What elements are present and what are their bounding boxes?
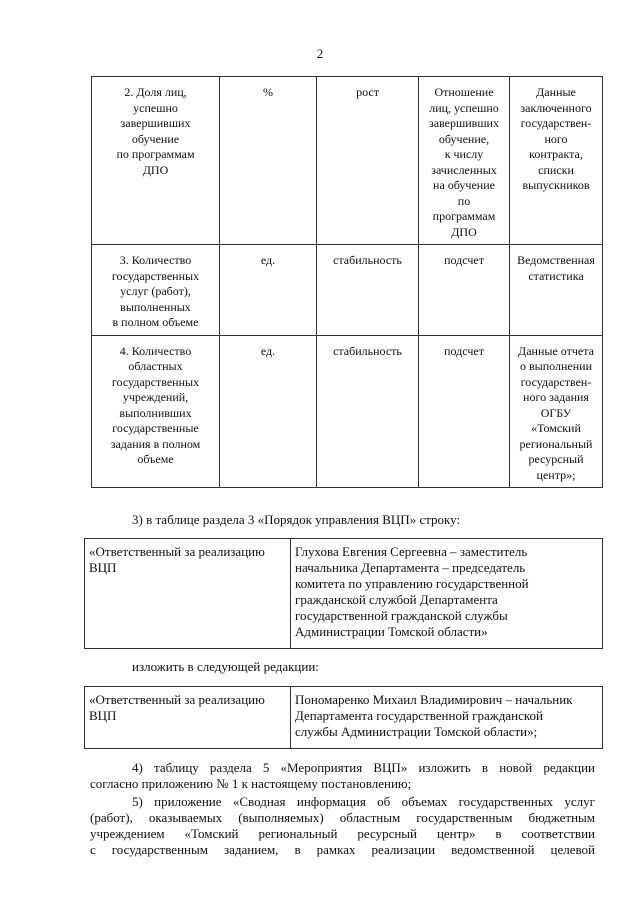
new-responsible-table xyxy=(84,686,603,749)
cell-line: списки xyxy=(538,162,574,177)
cell-line: Данные отчета xyxy=(518,343,594,358)
cell-line: государствен- xyxy=(520,116,592,130)
cell-line: 2. Доля лиц, xyxy=(124,85,187,99)
cell-line: ДПО xyxy=(451,224,477,239)
paragraph-line: согласно приложению № 1 к настоящему постановлению; xyxy=(90,776,412,791)
paragraph-line: учреждением «Томский региональный ресурсный центр» в соответствии xyxy=(90,826,595,841)
table-row xyxy=(85,687,603,749)
cell-line: о выполнении xyxy=(520,359,592,373)
new-label-cell xyxy=(85,687,291,749)
table-row xyxy=(92,335,603,488)
indicators-table xyxy=(91,76,603,488)
value-line: государственной гражданской службы xyxy=(295,608,508,623)
cell-line: Ведомственная xyxy=(517,253,595,267)
paragraph-edit: изложить в следующей редакции: xyxy=(132,659,319,674)
table-row xyxy=(92,245,603,336)
cell-method xyxy=(419,77,510,245)
cell-line: ресурсный xyxy=(528,452,584,466)
cell-line: завершивших xyxy=(120,116,191,130)
cell-line: объеме xyxy=(137,452,174,466)
cell-line: государственных xyxy=(111,268,200,283)
old-responsible-table xyxy=(84,538,603,649)
paragraph-line: 5) приложение «Сводная информация об объемах государственных услуг xyxy=(132,794,595,809)
cell-line: «Томский xyxy=(531,421,581,435)
cell-text: стабильность xyxy=(333,343,402,358)
cell-line: государственные xyxy=(112,421,199,435)
cell-line: Отношение xyxy=(434,85,494,99)
cell-line: центр»; xyxy=(536,467,576,482)
cell-line: ного задания xyxy=(523,390,589,404)
value-line: гражданской службой Департамента xyxy=(295,592,498,607)
paragraph-5 xyxy=(90,794,595,858)
value-line: начальника Департамента – председатель xyxy=(295,560,526,575)
paragraph-line: (работ), оказываемых (выполняемых) областным государственным бюджетным xyxy=(90,810,595,825)
cell-line: подсчет xyxy=(444,253,484,267)
cell-line: услуг (работ), xyxy=(120,284,191,298)
label-line: ВЦП xyxy=(89,708,117,723)
new-value-cell xyxy=(291,687,603,749)
value-line: Администрации Томской области» xyxy=(295,624,488,639)
value-line: Департамента государственной гражданской xyxy=(295,708,543,723)
cell-line: ного xyxy=(544,131,568,146)
cell-name xyxy=(92,245,220,336)
cell-line: ДПО xyxy=(142,162,169,177)
cell-method xyxy=(419,335,510,488)
cell-line: успешно xyxy=(133,100,178,115)
label-line: «Ответственный за реализацию xyxy=(89,692,265,707)
cell-line: программам xyxy=(432,209,496,223)
paragraph-line: с государственным заданием, в рамках реализации ведомственной целевой xyxy=(90,842,595,857)
old-label-cell xyxy=(85,539,291,649)
value-line: Глухова Евгения Сергеевна – заместитель xyxy=(295,544,528,559)
cell-line: на обучение xyxy=(433,178,495,192)
cell-line: завершивших xyxy=(429,116,499,130)
cell-text: рост xyxy=(356,85,379,99)
cell-text: % xyxy=(263,85,273,99)
cell-line: в полном объеме xyxy=(112,315,199,329)
cell-source xyxy=(510,245,603,336)
cell-line: к числу xyxy=(444,147,484,161)
cell-line: задания в полном xyxy=(110,436,201,451)
cell-line: лиц, успешно xyxy=(429,100,499,115)
cell-text: ед. xyxy=(260,253,276,267)
table-row xyxy=(92,77,603,245)
cell-line: государствен- xyxy=(520,374,592,389)
cell-line: региональный xyxy=(519,436,593,451)
cell-unit xyxy=(220,77,317,245)
cell-line: Данные xyxy=(536,85,576,99)
cell-line: учреждений, xyxy=(122,390,189,404)
cell-line: по программам xyxy=(116,147,195,161)
cell-line: выполнивших xyxy=(119,405,192,420)
cell-line: выполненных xyxy=(120,299,191,314)
cell-trend xyxy=(317,335,419,488)
cell-line: обучение, xyxy=(438,131,490,146)
cell-trend xyxy=(317,77,419,245)
cell-name xyxy=(92,77,220,245)
cell-unit xyxy=(220,335,317,488)
cell-text: стабильность xyxy=(333,253,402,267)
page-number: 2 xyxy=(316,46,324,61)
cell-text: ед. xyxy=(260,343,276,358)
paragraph-line: 4) таблицу раздела 5 «Мероприятия ВЦП» изложить в новой редакции xyxy=(132,760,595,775)
cell-name xyxy=(92,335,220,488)
cell-line: по xyxy=(457,193,471,208)
cell-line: 4. Количество xyxy=(119,343,192,358)
cell-line: 3. Количество xyxy=(119,253,192,267)
paragraph-4 xyxy=(90,760,595,792)
value-line: Пономаренко Михаил Владимирович – начальник xyxy=(295,692,573,707)
cell-line: статистика xyxy=(528,268,584,283)
cell-source xyxy=(510,335,603,488)
cell-unit xyxy=(220,245,317,336)
paragraph-3: 3) в таблице раздела 3 «Порядок управления ВЦП» строку: xyxy=(132,512,461,527)
table-row xyxy=(85,539,603,649)
cell-line: государственных xyxy=(111,374,200,389)
cell-line: контракта, xyxy=(529,147,583,161)
cell-trend xyxy=(317,245,419,336)
cell-method xyxy=(419,245,510,336)
value-line: службы Администрации Томской области»; xyxy=(295,724,538,739)
cell-source xyxy=(510,77,603,245)
cell-line: заключенного xyxy=(520,100,592,115)
cell-line: обучение xyxy=(131,131,180,146)
label-line: «Ответственный за реализацию xyxy=(89,544,265,559)
label-line: ВЦП xyxy=(89,560,117,575)
value-line: комитета по управлению государственной xyxy=(295,576,529,591)
cell-line: зачисленных xyxy=(431,162,497,177)
cell-line: подсчет xyxy=(444,343,484,358)
cell-line: областных xyxy=(128,359,183,373)
old-value-cell xyxy=(291,539,603,649)
cell-line: ОГБУ xyxy=(540,405,572,420)
cell-line: выпускников xyxy=(522,178,590,192)
